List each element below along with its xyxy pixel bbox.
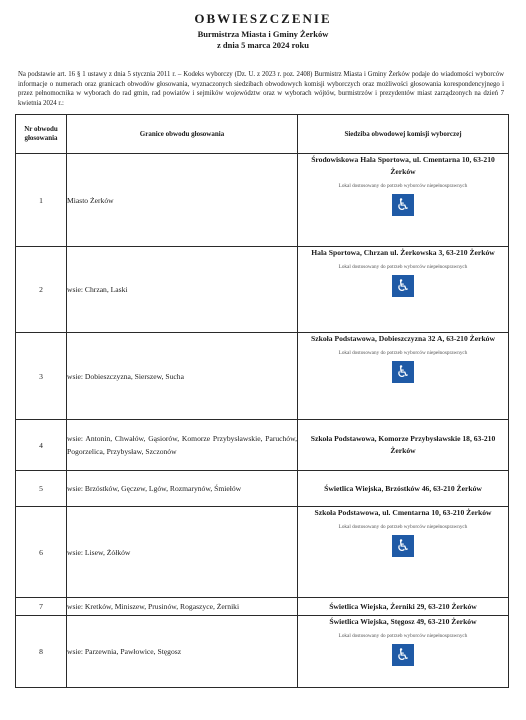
district-boundaries: wsie: Antonin, Chwałów, Gąsiorów, Komorze Przybysławskie, Paruchów, Pogorzelica, Przybysław, Szczonów	[67, 420, 298, 471]
table-row	[16, 616, 509, 688]
commission-seat	[298, 507, 509, 598]
commission-address: Środowiskowa Hala Sportowa, ul. Cmentarna 10, 63-210 Żerków	[311, 155, 495, 176]
commission-address: Hala Sportowa, Chrzan ul. Żerkowska 3, 63-210 Żerków	[311, 248, 495, 257]
commission-seat	[298, 333, 509, 420]
wheelchair-icon: ♿	[392, 194, 414, 216]
district-boundaries: wsie: Brzóstków, Gęczew, Lgów, Rozmarynów, Śmiełów	[67, 471, 298, 507]
commission-address: Szkoła Podstawowa, Komorze Przybysławskie 18, 63-210 Żerków	[310, 434, 496, 455]
accessible-note: Lokal dostosowany do potrzeb wyborców niepełnosprawnych	[338, 183, 468, 189]
header-granice: Granice obwodu głosowania	[67, 115, 298, 154]
table-row	[16, 471, 509, 507]
header-nr: Nr obwodu głosowania	[16, 115, 67, 154]
intro-paragraph: Na podstawie art. 16 § 1 ustawy z dnia 5 stycznia 2011 r. – Kodeks wyborczy (Dz. U. z 2023 r. poz. 2408) Burmistrz Miasta i Gminy Żerków podaje do wiadomości wyborców informacje o numerach oraz granicach obwodów głosowania, wyznaczonych siedzibach obwodowych komisji wyborczych oraz możliwości głosowania korespondencyjnego i przez pełnomocnika w wyborach do rad gmin, rad powiatów i sejmików województw oraz w wyborach wójtów, burmistrzów i prezydentów miast zarządzonych na dzień 7 kwietnia 2024 r.:	[18, 71, 504, 107]
document-issuer: Burmistrza Miasta i Gminy Żerków	[197, 29, 329, 39]
district-number: 6	[16, 507, 67, 598]
accessible-note: Lokal dostosowany do potrzeb wyborców niepełnosprawnych	[338, 524, 468, 530]
commission-address: Świetlica Wiejska, Stęgosz 49, 63-210 Żerków	[329, 617, 477, 626]
commission-address: Świetlica Wiejska, Brzóstków 46, 63-210 Żerków	[324, 483, 482, 493]
district-number: 2	[16, 247, 67, 333]
commission-seat	[298, 154, 509, 247]
wheelchair-icon: ♿	[392, 275, 414, 297]
district-number: 5	[16, 471, 67, 507]
district-boundaries: wsie: Lisew, Żółków	[67, 507, 298, 598]
accessible-note: Lokal dostosowany do potrzeb wyborców niepełnosprawnych	[338, 350, 468, 356]
district-boundaries: Miasto Żerków	[67, 154, 298, 247]
district-number: 1	[16, 154, 67, 247]
commission-address: Szkoła Podstawowa, Dobieszczyzna 32 A, 63-210 Żerków	[311, 334, 495, 343]
table-row	[16, 333, 509, 420]
commission-seat	[298, 420, 509, 471]
commission-address: Szkoła Podstawowa, ul. Cmentarna 10, 63-210 Żerków	[314, 508, 492, 517]
district-number: 4	[16, 420, 67, 471]
table-row	[16, 507, 509, 598]
district-boundaries: wsie: Chrzan, Laski	[67, 247, 298, 333]
document-date: z dnia 5 marca 2024 roku	[216, 40, 309, 50]
table-header-row	[16, 115, 509, 154]
commission-seat	[298, 247, 509, 333]
wheelchair-icon: ♿	[392, 644, 414, 666]
districts-table	[15, 114, 509, 688]
district-boundaries: wsie: Kretków, Miniszew, Prusinów, Rogaszyce, Żerniki	[67, 598, 298, 616]
table-row	[16, 247, 509, 333]
commission-seat	[298, 616, 509, 688]
table-body	[16, 154, 509, 688]
district-number: 3	[16, 333, 67, 420]
table-row	[16, 154, 509, 247]
wheelchair-icon: ♿	[392, 535, 414, 557]
header-siedziba: Siedziba obwodowej komisji wyborczej	[298, 115, 509, 154]
accessible-note: Lokal dostosowany do potrzeb wyborców niepełnosprawnych	[338, 264, 468, 270]
commission-seat	[298, 598, 509, 616]
document-title: OBWIESZCZENIE	[194, 11, 332, 26]
district-boundaries: wsie: Dobieszczyzna, Sierszew, Sucha	[67, 333, 298, 420]
wheelchair-icon: ♿	[392, 361, 414, 383]
commission-seat	[298, 471, 509, 507]
accessible-note: Lokal dostosowany do potrzeb wyborców niepełnosprawnych	[338, 633, 468, 639]
commission-address: Świetlica Wiejska, Żerniki 29, 63-210 Żerków	[329, 601, 477, 611]
table-row	[16, 420, 509, 471]
district-number: 7	[16, 598, 67, 616]
district-boundaries: wsie: Parzewnia, Pawłowice, Stęgosz	[67, 616, 298, 688]
table-row	[16, 598, 509, 616]
district-number: 8	[16, 616, 67, 688]
